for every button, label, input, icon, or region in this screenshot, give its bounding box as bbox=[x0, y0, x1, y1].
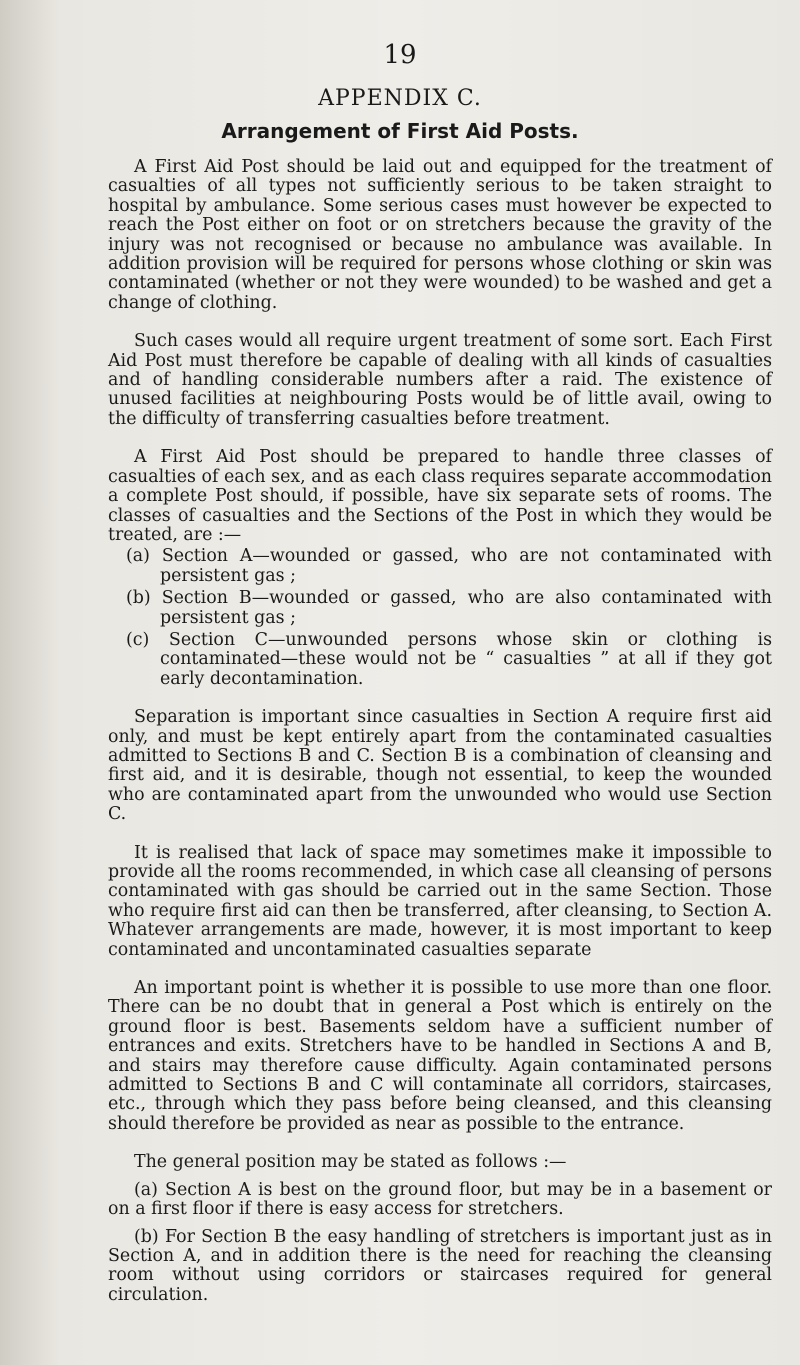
list-item: (a) Section A is best on the ground floor, but may be in a basement or on a first floor if there is easy access for stretchers. bbox=[108, 1179, 772, 1220]
paragraph: Separation is important since casualties in Section A require first aid only, and must be kept entirely apart from the contaminated casualties admitted to Sections B and C. Section B is a combination of cleansing and first aid, and it is desirable, though not essential, to keep the wounded who are contaminated apart from the unwounded who would use Section C. bbox=[108, 707, 772, 825]
section-heading: Arrangement of First Aid Posts. bbox=[221, 119, 579, 143]
list-item: (b) For Section B the easy handling of stretchers is important just as in Section A, and in addition there is the need for reaching the cleansing room without using corridors or staircases required for general circulation. bbox=[108, 1226, 772, 1305]
appendix-title: APPENDIX C. bbox=[318, 86, 482, 111]
paragraph: The general position may be stated as follows :— bbox=[134, 1152, 567, 1173]
paragraph: A First Aid Post should be prepared to handle three classes of casualties of each sex, and as each class requires separate accommodation a complete Post should, if possible, have six separate sets of rooms. The classes of casualties and the Sections of the Post in which they would be treated, are :— bbox=[108, 447, 772, 545]
list-item: (c) Section C—unwounded persons whose skin or clothing is contaminated—these would not be “ casualties ” at all if they got early decontamination. bbox=[126, 629, 772, 689]
paragraph: An important point is whether it is possible to use more than one floor. There can be no doubt that in general a Post which is entirely on the ground floor is best. Basements seldom have a sufficient number of entrances and exits. Stretchers have to be handled in Sections A and B, and stairs may therefore cause difficulty. Again contaminated persons admitted to Sections B and C will contaminate all corridors, staircases, etc., through which they pass before being cleansed, and this cleansing should therefore be provided as near as possible to the entrance. bbox=[108, 978, 772, 1134]
paragraph: It is realised that lack of space may sometimes make it impossible to provide all the rooms recommended, in which case all cleansing of persons contaminated with gas should be carried out in the same Section. Those who require first aid can then be transferred, after cleansing, to Section A. Whatever arrangements are made, however, it is most important to keep contaminated and uncontaminated casualties separate bbox=[108, 842, 772, 960]
general-position-list bbox=[108, 1181, 772, 1305]
document-body bbox=[108, 158, 772, 1324]
casualty-classes-list bbox=[108, 547, 772, 689]
list-item: (b) Section B—wounded or gassed, who are also contaminated with persistent gas ; bbox=[126, 588, 772, 628]
paragraph: A First Aid Post should be laid out and equipped for the treatment of casualties of all types not sufficiently serious to be taken straight to hospital by ambulance. Some serious cases must however be expected to reach the Post either on foot or on stretchers because the gravity of the injury was not recognised or because no ambulance was available. In addition provision will be required for persons whose clothing or skin was contaminated (whether or not they were wounded) to be washed and get a change of clothing. bbox=[108, 157, 772, 313]
list-item: (a) Section A—wounded or gassed, who are not contaminated with persistent gas ; bbox=[126, 546, 772, 586]
paragraph: Such cases would all require urgent treatment of some sort. Each First Aid Post must therefore be capable of dealing with all kinds of casualties and of handling considerable numbers after a raid. The existence of unused facilities at neighbouring Posts would be of little avail, owing to the difficulty of transferring casualties before treatment. bbox=[108, 331, 772, 429]
page-number: 19 bbox=[383, 40, 417, 70]
